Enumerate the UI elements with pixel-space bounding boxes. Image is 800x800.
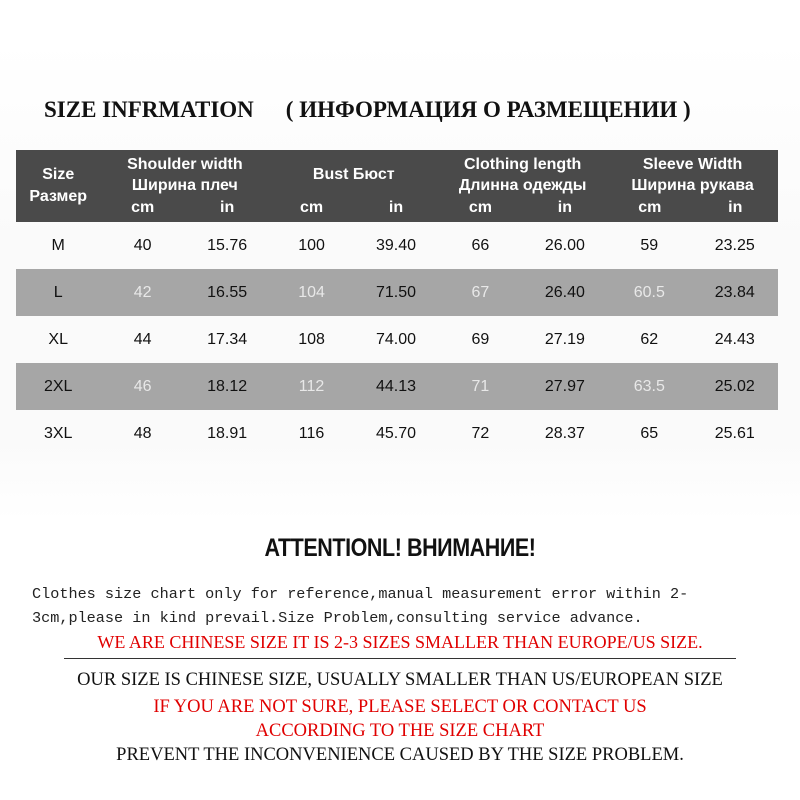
unit-cm: cm <box>638 199 662 216</box>
sleeve-header-en: Sleeve Width <box>642 156 743 173</box>
bust-header <box>269 150 438 222</box>
shoulder-cm: 40 <box>133 236 152 254</box>
length-header-en: Clothing length <box>463 156 582 173</box>
bust-header-label: Bust Бюст <box>312 166 395 183</box>
sleeve-header-ru: Ширина рукава <box>631 177 754 194</box>
sleeve-in: 23.25 <box>714 236 755 254</box>
unit-in: in <box>728 199 743 216</box>
unit-in: in <box>557 199 572 216</box>
shoulder-header-en: Shoulder width <box>127 156 243 173</box>
shoulder-in: 16.55 <box>185 269 269 316</box>
unit-in: in <box>388 199 404 216</box>
table-row-m <box>16 222 778 269</box>
sleeve-cm: 62 <box>640 330 659 348</box>
sleeve-cm: 65 <box>640 424 659 442</box>
shoulder-cm: 48 <box>133 424 152 442</box>
length-in: 27.19 <box>544 330 585 348</box>
size-advice-block <box>0 668 800 767</box>
attention-heading: ATTENTIONL! ВНИМАНИЕ! <box>264 534 536 562</box>
advice-line-3: ACCORDING TO THE SIZE CHART <box>255 721 545 741</box>
shoulder-in: 15.76 <box>207 236 248 254</box>
size-cell: 3XL <box>43 424 73 442</box>
length-cm: 67 <box>438 269 522 316</box>
shoulder-in: 17.34 <box>207 330 248 348</box>
note-line-1: Clothes size chart only for reference,manual measurement error within 2- <box>32 585 689 603</box>
length-cm: 72 <box>471 424 490 442</box>
length-in: 26.00 <box>544 236 585 254</box>
length-header-ru: Длинна одежды <box>458 177 587 194</box>
shoulder-cm: 42 <box>100 269 184 316</box>
bust-cm: 116 <box>298 424 325 442</box>
sleeve-in: 23.84 <box>692 269 778 316</box>
unit-in: in <box>220 199 235 216</box>
bust-in: 39.40 <box>375 236 416 254</box>
sleeve-in: 25.61 <box>714 424 755 442</box>
sleeve-cm: 60.5 <box>607 269 691 316</box>
sleeve-in: 25.02 <box>692 363 778 410</box>
bust-in: 71.50 <box>354 269 438 316</box>
bust-cm: 100 <box>298 236 325 254</box>
unit-cm: cm <box>299 199 324 216</box>
bust-cm: 108 <box>298 330 325 348</box>
table-row-2xl <box>16 363 778 410</box>
size-chart-title <box>44 94 764 126</box>
table-row-xl <box>16 316 778 363</box>
shoulder-cm: 46 <box>100 363 184 410</box>
advice-line-1: OUR SIZE IS CHINESE SIZE, USUALLY SMALLER THAN US/EUROPEAN SIZE <box>77 670 723 690</box>
length-cm: 66 <box>471 236 490 254</box>
table-row-3xl <box>16 410 778 457</box>
size-cell: XL <box>48 330 68 348</box>
unit-cm: cm <box>468 199 492 216</box>
size-cell: L <box>16 269 100 316</box>
clothing-length-header <box>438 150 607 222</box>
size-note <box>32 582 772 630</box>
bust-in: 45.70 <box>375 424 416 442</box>
advice-line-4: PREVENT THE INCONVENIENCE CAUSED BY THE SIZE PROBLEM. <box>116 745 684 765</box>
length-in: 27.97 <box>523 363 607 410</box>
unit-cm: cm <box>131 199 155 216</box>
size-column-header <box>16 150 100 222</box>
size-header-en: Size <box>42 166 75 183</box>
advice-line-2: IF YOU ARE NOT SURE, PLEASE SELECT OR CONTACT US <box>153 697 647 717</box>
bust-in: 74.00 <box>375 330 416 348</box>
shoulder-in: 18.12 <box>185 363 269 410</box>
shoulder-in: 18.91 <box>207 424 248 442</box>
length-cm: 71 <box>438 363 522 410</box>
title-russian: ( ИНФОРМАЦИЯ О РАЗМЕЩЕНИИ ) <box>285 97 691 122</box>
shoulder-width-header <box>100 150 269 222</box>
length-in: 26.40 <box>523 269 607 316</box>
table-row-l <box>16 269 778 316</box>
table-header-row <box>16 150 778 222</box>
divider <box>64 658 736 659</box>
bust-cm: 112 <box>269 363 353 410</box>
sleeve-cm: 59 <box>640 236 659 254</box>
size-cell: M <box>51 236 65 254</box>
sleeve-in: 24.43 <box>714 330 755 348</box>
length-in: 28.37 <box>544 424 585 442</box>
chinese-size-warning: WE ARE CHINESE SIZE IT IS 2-3 SIZES SMALLER THAN EUROPE/US SIZE. <box>97 632 703 652</box>
bust-cm: 104 <box>269 269 353 316</box>
size-cell: 2XL <box>16 363 100 410</box>
size-header-ru: Размер <box>29 188 88 205</box>
shoulder-header-ru: Ширина плеч <box>131 177 238 194</box>
bust-in: 44.13 <box>354 363 438 410</box>
shoulder-cm: 44 <box>133 330 152 348</box>
size-table <box>16 150 778 457</box>
sleeve-width-header <box>607 150 778 222</box>
sleeve-cm: 63.5 <box>607 363 691 410</box>
length-cm: 69 <box>471 330 490 348</box>
note-line-2: 3cm,please in kind prevail.Size Problem,consulting service advance. <box>32 609 643 627</box>
title-english: SIZE INFRMATION <box>44 97 254 122</box>
